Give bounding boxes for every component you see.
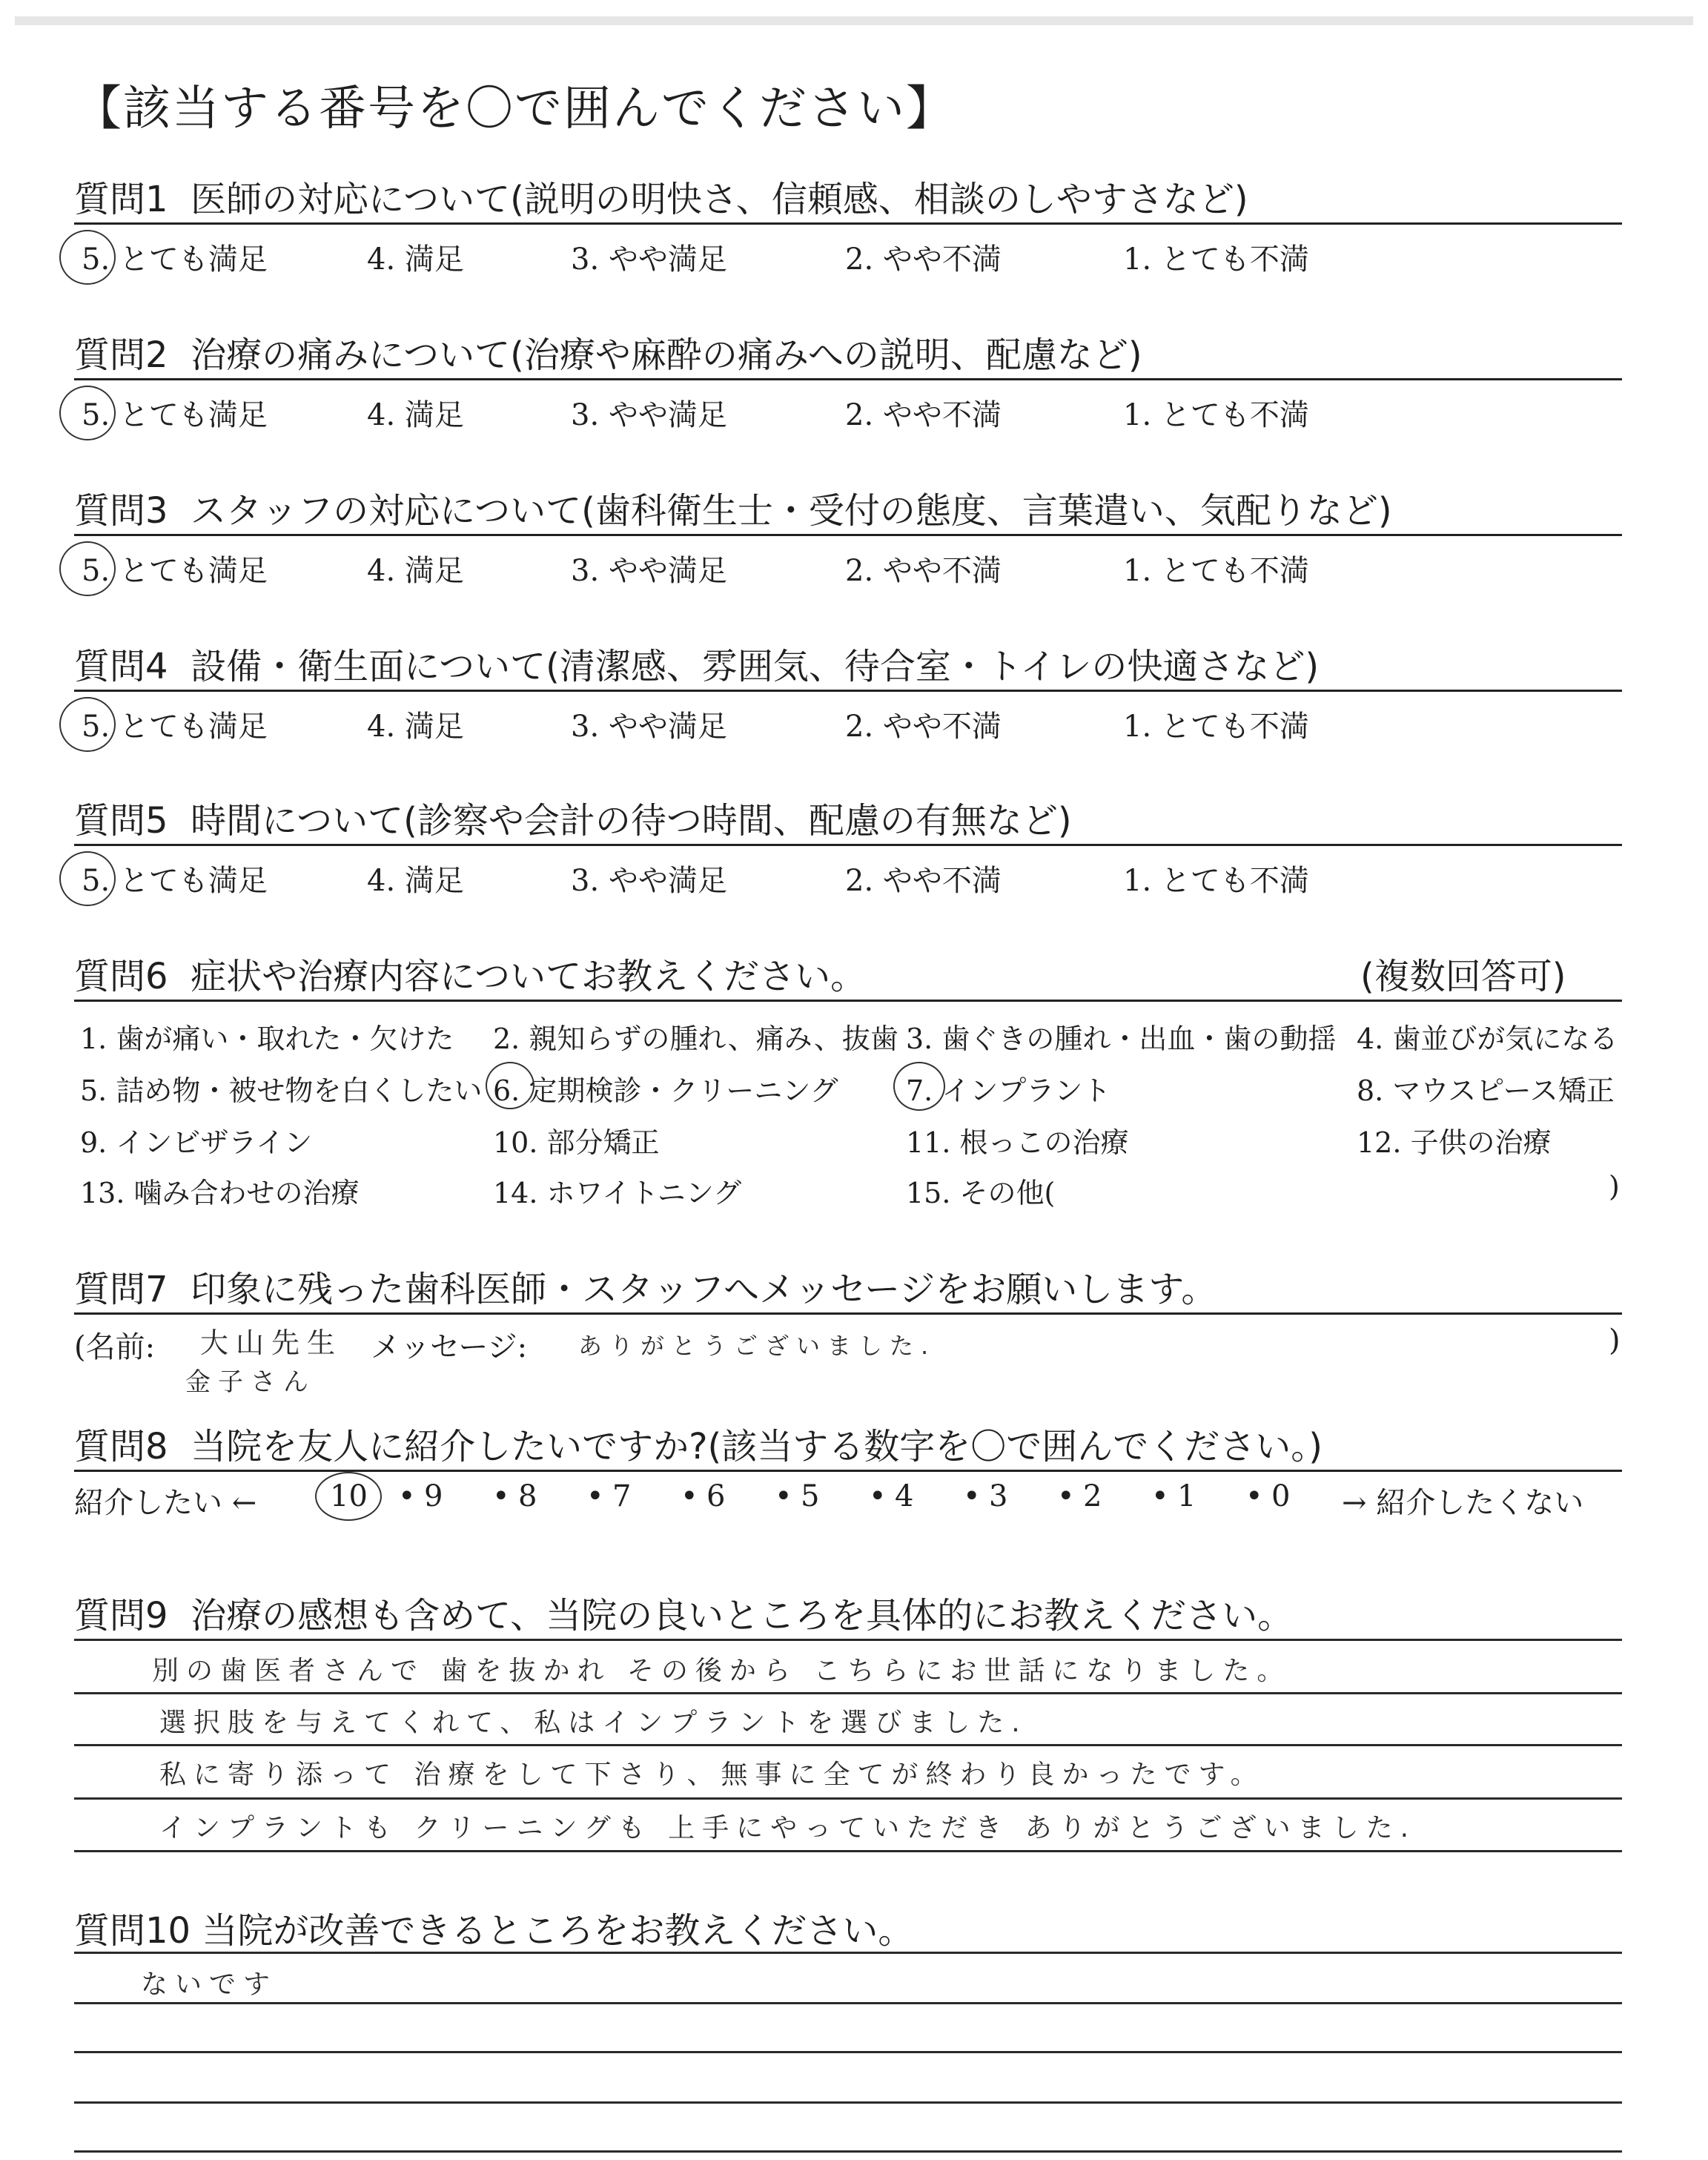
symptom-option[interactable]: 9. インビザライン <box>80 1126 313 1159</box>
name-label: (名前: <box>74 1330 156 1364</box>
rating-option[interactable]: 4. 満足 <box>367 864 464 898</box>
rating-option[interactable]: 4. 満足 <box>367 398 464 432</box>
question-label: 質問6 <box>74 956 191 997</box>
question-title <box>74 792 1072 843</box>
symptom-option[interactable]: 8. マウスピース矯正 <box>1357 1074 1615 1107</box>
question-label: 質問7 <box>74 1269 191 1310</box>
answer-line <box>74 2150 1622 2153</box>
handwritten-answer: 私に寄り添って 治療をして下さり、無事に全てが終わり良かったです。 <box>159 1760 1265 1790</box>
scale-separator-dot: • <box>775 1479 792 1513</box>
question-label: 質問8 <box>74 1426 191 1467</box>
symptom-option[interactable]: 12. 子供の治療 <box>1357 1126 1552 1159</box>
question-label: 質問4 <box>74 646 191 687</box>
recommend-score-option[interactable]: 9 <box>424 1479 443 1513</box>
scale-separator-dot: • <box>681 1479 698 1513</box>
question-text: 当院が改善できるところをお教えください。 <box>202 1910 914 1952</box>
handwritten-name: 大山先生 <box>200 1327 343 1359</box>
scan-top-edge <box>15 16 1693 25</box>
handwritten-message: ありがとうございました. <box>578 1332 936 1360</box>
selection-circle <box>893 1062 945 1111</box>
symptom-option[interactable]: 15. その他( <box>906 1177 1056 1209</box>
scale-separator-dot: • <box>586 1479 604 1513</box>
handwritten-answer: 選択肢を与えてくれて、私はインプラントを選びました. <box>159 1708 1027 1738</box>
question-text: 治療の感想も含めて、当院の良いところを具体的にお教えください。 <box>191 1595 1294 1636</box>
multiple-answer-note: (複数回答可) <box>1360 956 1566 997</box>
symptom-option[interactable]: 3. 歯ぐきの腫れ・出血・歯の動揺 <box>906 1023 1337 1055</box>
symptom-option[interactable]: 14. ホワイトニング <box>493 1177 742 1209</box>
recommend-score-option[interactable]: 1 <box>1177 1479 1196 1513</box>
scale-right-label: → 紹介したくない <box>1342 1486 1584 1520</box>
rating-option[interactable]: 5. とても満足 <box>82 864 268 898</box>
question-title <box>74 638 1319 689</box>
symptom-option[interactable]: 4. 歯並びが気になる <box>1357 1023 1618 1055</box>
rating-option[interactable]: 2. やや不満 <box>845 398 1002 432</box>
rating-option[interactable]: 5. とても満足 <box>82 554 268 588</box>
question-text: 当院を友人に紹介したいですか?(該当する数字を〇で囲んでください。) <box>191 1426 1323 1467</box>
question-title <box>74 1261 1217 1312</box>
scale-separator-dot: • <box>1151 1479 1169 1513</box>
selection-circle <box>315 1472 382 1521</box>
rating-option[interactable]: 1. とても不満 <box>1123 398 1309 432</box>
question-text: 症状や治療内容についてお教えください。 <box>191 956 867 997</box>
rating-option[interactable]: 4. 満足 <box>367 242 464 277</box>
question-rule <box>74 844 1622 846</box>
recommend-score-option[interactable]: 3 <box>989 1479 1008 1513</box>
question-rule <box>74 378 1622 380</box>
question-text: 時間について(診察や会計の待つ時間、配慮の有無など) <box>191 800 1072 842</box>
answer-line <box>74 1797 1622 1800</box>
selection-circle <box>59 697 116 752</box>
recommend-score-option[interactable]: 8 <box>518 1479 537 1513</box>
question-rule <box>74 1312 1622 1315</box>
rating-option[interactable]: 5. とても満足 <box>82 398 268 432</box>
answer-line <box>74 1692 1622 1694</box>
handwritten-answer: ないです <box>141 1969 278 2000</box>
rating-option[interactable]: 1. とても不満 <box>1123 864 1309 898</box>
question-title <box>74 171 1248 222</box>
message-close-paren: ) <box>1609 1324 1621 1358</box>
symptom-option[interactable]: 13. 噛み合わせの治療 <box>80 1177 360 1209</box>
scale-separator-dot: • <box>492 1479 510 1513</box>
rating-option[interactable]: 3. やや満足 <box>571 554 727 588</box>
scale-separator-dot: • <box>963 1479 981 1513</box>
recommend-score-option[interactable]: 6 <box>706 1479 726 1513</box>
selection-circle <box>59 386 116 440</box>
rating-option[interactable]: 2. やや不満 <box>845 710 1002 744</box>
question-text: スタッフの対応について(歯科衛生士・受付の態度、言葉遣い、気配りなど) <box>191 490 1392 532</box>
question-label: 質問1 <box>74 179 191 220</box>
selection-circle <box>59 230 116 285</box>
rating-option[interactable]: 3. やや満足 <box>571 864 727 898</box>
question-title <box>74 1587 1293 1638</box>
question-label: 質問10 <box>74 1910 202 1952</box>
form-instruction-header: 【該当する番号を〇で囲んでください】 <box>74 82 955 136</box>
answer-line <box>74 2051 1622 2053</box>
question-label: 質問5 <box>74 800 191 842</box>
question-rule <box>74 690 1622 692</box>
question-title <box>74 1418 1323 1469</box>
rating-option[interactable]: 1. とても不満 <box>1123 710 1309 744</box>
recommend-score-option[interactable]: 0 <box>1271 1479 1291 1513</box>
rating-option[interactable]: 2. やや不満 <box>845 864 1002 898</box>
selection-circle <box>59 851 116 906</box>
scale-separator-dot: • <box>869 1479 887 1513</box>
question-title <box>74 1902 913 1953</box>
question-label: 質問9 <box>74 1595 191 1636</box>
message-label: メッセージ: <box>371 1330 528 1364</box>
question-label: 質問3 <box>74 490 191 532</box>
answer-line <box>74 1744 1622 1746</box>
symptom-option[interactable]: 5. 詰め物・被せ物を白くしたい <box>80 1074 483 1107</box>
rating-option[interactable]: 1. とても不満 <box>1123 554 1309 588</box>
rating-option[interactable]: 2. やや不満 <box>845 242 1002 277</box>
answer-line <box>74 2002 1622 2004</box>
scale-left-label: 紹介したい ← <box>74 1486 257 1520</box>
handwritten-name: 金子さん <box>185 1367 316 1397</box>
scale-separator-dot: • <box>398 1479 416 1513</box>
rating-option[interactable]: 4. 満足 <box>367 710 464 744</box>
scale-separator-dot: • <box>1245 1479 1263 1513</box>
question-rule <box>74 222 1622 225</box>
answer-line <box>74 1952 1622 1954</box>
symptom-option[interactable]: 7. インプラント <box>906 1074 1111 1107</box>
scale-separator-dot: • <box>1057 1479 1075 1513</box>
question-title <box>74 948 866 999</box>
rating-option[interactable]: 5. とても満足 <box>82 242 268 277</box>
symptom-option[interactable]: 1. 歯が痛い・取れた・欠けた <box>80 1023 454 1055</box>
recommend-score-option[interactable]: 4 <box>895 1479 914 1513</box>
rating-option[interactable]: 3. やや満足 <box>571 398 727 432</box>
question-text: 印象に残った歯科医師・スタッフへメッセージをお願いします。 <box>191 1269 1217 1310</box>
question-title <box>74 326 1142 377</box>
answer-line <box>74 1639 1622 1641</box>
symptom-option[interactable]: 10. 部分矯正 <box>493 1126 660 1159</box>
question-rule <box>74 1000 1622 1002</box>
answer-line <box>74 2101 1622 2104</box>
selection-circle <box>59 541 116 596</box>
question-text: 治療の痛みについて(治療や麻酔の痛みへの説明、配慮など) <box>191 334 1142 376</box>
recommend-score-option[interactable]: 2 <box>1083 1479 1102 1513</box>
rating-option[interactable]: 4. 満足 <box>367 554 464 588</box>
handwritten-answer: インプラントも クリーニングも 上手にやっていただき ありがとうございました. <box>159 1813 1417 1843</box>
question-label: 質問2 <box>74 334 191 376</box>
symptom-option[interactable]: 11. 根っこの治療 <box>906 1126 1129 1159</box>
recommend-score-option[interactable]: 7 <box>612 1479 632 1513</box>
rating-option[interactable]: 1. とても不満 <box>1123 242 1309 277</box>
question-rule <box>74 534 1622 536</box>
symptom-option[interactable]: 6. 定期検診・クリーニング <box>493 1074 838 1107</box>
other-close-paren: ) <box>1609 1170 1620 1203</box>
recommend-score-option[interactable]: 5 <box>801 1479 820 1513</box>
recommend-score-option[interactable]: 10 <box>330 1479 368 1513</box>
rating-option[interactable]: 3. やや満足 <box>571 710 727 744</box>
question-text: 医師の対応について(説明の明快さ、信頼感、相談のしやすさなど) <box>191 179 1248 220</box>
rating-option[interactable]: 2. やや不満 <box>845 554 1002 588</box>
rating-option[interactable]: 3. やや満足 <box>571 242 727 277</box>
rating-option[interactable]: 5. とても満足 <box>82 710 268 744</box>
handwritten-answer: 別の歯医者さんで 歯を抜かれ その後から こちらにお世話になりました。 <box>152 1656 1291 1686</box>
question-text: 設備・衛生面について(清潔感、雰囲気、待合室・トイレの快適さなど) <box>191 646 1320 687</box>
answer-line <box>74 1850 1622 1852</box>
symptom-option[interactable]: 2. 親知らずの腫れ、痛み、抜歯 <box>493 1023 898 1055</box>
question-title <box>74 482 1392 533</box>
question-rule <box>74 1470 1622 1472</box>
selection-circle <box>486 1062 534 1109</box>
